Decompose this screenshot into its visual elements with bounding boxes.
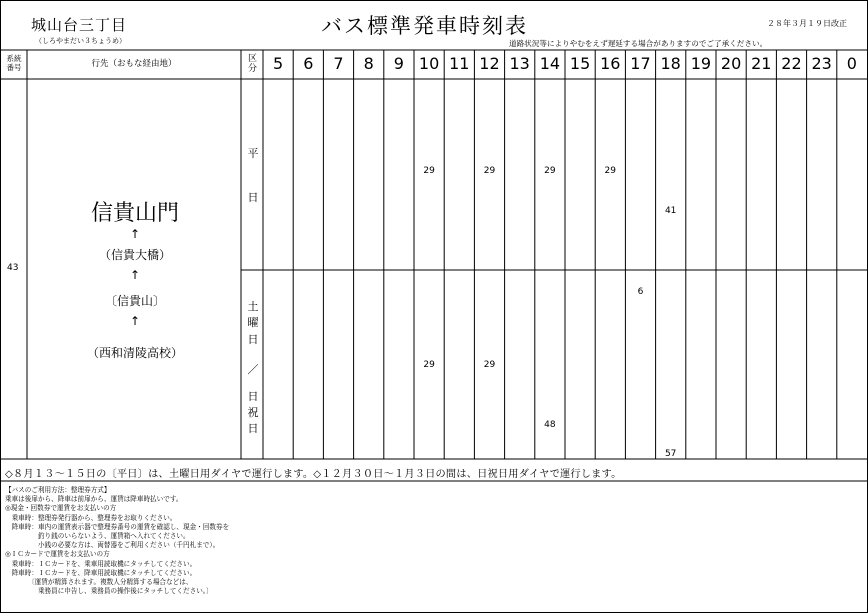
guide-line: 乗務員に申告し、乗務員の操作後にタッチしてください。〕 bbox=[5, 587, 213, 596]
holiday-label-7: 日 bbox=[247, 422, 259, 435]
destination-name: 信貴山門 bbox=[90, 201, 179, 226]
guide-line: 【バスのご利用方法：整理券方式】 bbox=[5, 486, 111, 494]
hour-header-10: 10 bbox=[418, 54, 440, 73]
hour-header-13: 13 bbox=[509, 54, 530, 73]
stop-name: 城山台三丁目 bbox=[31, 16, 128, 34]
hour-header-19: 19 bbox=[690, 54, 712, 73]
route-number-header-line2: 番号 bbox=[6, 63, 22, 72]
delay-notice: 道路状況等によりやむをえず遅延する場合がありますのでご了承ください。 bbox=[509, 39, 768, 48]
weekday-departure-16-29: 29 bbox=[604, 166, 616, 176]
hour-header-5: 5 bbox=[273, 54, 284, 73]
hour-header-14: 14 bbox=[539, 54, 561, 73]
guide-line: 乗車時：ＩＣカードを、乗車用読取機にタッチしてください。 bbox=[5, 559, 197, 568]
page-title: バス標準発車時刻表 bbox=[321, 14, 528, 38]
via-stop-2: 〔信貴山〕 bbox=[104, 294, 165, 308]
hour-header-18: 18 bbox=[660, 54, 681, 73]
arrow-icon: ↑ bbox=[129, 227, 141, 241]
weekday-departure-18-41: 41 bbox=[664, 206, 677, 216]
via-stop-3: （西和清陵高校） bbox=[86, 346, 183, 360]
via-stop-1: （信貴大橋） bbox=[98, 248, 171, 262]
holiday-service-note: ◇８月１３～１５日の〔平日〕は、土曜日用ダイヤで運行します。◇１２月３０日～１月３日の間は、日祝日用ダイヤで運行します。 bbox=[5, 469, 622, 480]
type-header-line1: 区 bbox=[247, 54, 257, 64]
route-number: 43 bbox=[7, 263, 19, 273]
arrow-icon: ↑ bbox=[129, 314, 141, 328]
holiday-label-1: 土 bbox=[247, 300, 259, 313]
holiday-departure-14-48: 48 bbox=[544, 420, 556, 430]
holiday-label-3: 日 bbox=[247, 333, 259, 346]
guide-line: ◎現金・回数券で運賃をお支払いの方 bbox=[5, 504, 117, 513]
holiday-departure-12-29: 29 bbox=[483, 360, 496, 370]
stop-name-kana: （しろやまだい３ちょうめ） bbox=[35, 37, 126, 45]
holiday-label-4: ／ bbox=[247, 363, 259, 376]
type-header bbox=[242, 54, 263, 74]
hour-header-22: 22 bbox=[781, 54, 802, 73]
hour-header-12: 12 bbox=[479, 54, 500, 73]
route-number-header bbox=[2, 54, 26, 72]
weekday-departure-14-29: 29 bbox=[544, 166, 556, 176]
holiday-departure-18-57: 57 bbox=[664, 449, 677, 459]
weekday-departure-12-29: 29 bbox=[483, 166, 496, 176]
holiday-label-6: 祝 bbox=[247, 406, 259, 419]
arrow-icon: ↑ bbox=[129, 268, 141, 282]
hour-header-20: 20 bbox=[720, 54, 742, 73]
weekday-label-2: 日 bbox=[247, 191, 259, 204]
holiday-label-2: 曜 bbox=[247, 316, 259, 329]
hour-header-23: 23 bbox=[811, 54, 832, 73]
guide-line: 降車時：車内の運賃表示器で整理券番号の運賃を確認し、現金・回数券を bbox=[5, 522, 230, 531]
guide-line: 乗車時：整理券発行器から、整理券をお取りください。 bbox=[5, 513, 177, 522]
hour-header-16: 16 bbox=[600, 54, 621, 73]
hour-header-9: 9 bbox=[393, 54, 404, 73]
guide-line: 〔運賃が精算されます。複数人分精算する場合などは、 bbox=[5, 578, 193, 586]
revision-date: ２８年３月１９日改正 bbox=[767, 19, 847, 28]
holiday-departure-17-6: 6 bbox=[637, 287, 644, 297]
weekday-departure-10-29: 29 bbox=[423, 166, 435, 176]
route-number-header-line1: 系統 bbox=[6, 54, 22, 63]
guide-line: 乗車は後扉から、降車は前扉から、運賃は降車時払いです。 bbox=[5, 495, 183, 504]
destination-header: 行先（おもな経由地） bbox=[91, 59, 177, 69]
hour-header-17: 17 bbox=[630, 54, 651, 73]
guide-line: ◎ＩＣカードで運賃をお支払いの方 bbox=[5, 550, 110, 559]
holiday-label-5: 日 bbox=[247, 390, 259, 403]
hour-header-0: 0 bbox=[846, 54, 857, 73]
hour-header-7: 7 bbox=[333, 54, 344, 73]
weekday-label-1: 平 bbox=[247, 147, 259, 160]
hour-header-11: 11 bbox=[449, 54, 470, 73]
guide-line: 釣り銭のいらないよう、運賃箱へ入れてください。 bbox=[5, 532, 190, 540]
type-header-line2: 分 bbox=[247, 64, 257, 74]
hour-header-21: 21 bbox=[751, 54, 772, 73]
hour-header-6: 6 bbox=[303, 54, 314, 73]
holiday-departure-10-29: 29 bbox=[423, 360, 435, 370]
guide-line: 降車時：ＩＣカードを、降車用読取機にタッチしてください。 bbox=[5, 568, 197, 577]
guide-line: 小銭の必要な方は、両替器をご利用ください（千円札まで）。 bbox=[5, 541, 220, 550]
hour-header-15: 15 bbox=[569, 54, 591, 73]
hour-header-8: 8 bbox=[363, 54, 374, 73]
